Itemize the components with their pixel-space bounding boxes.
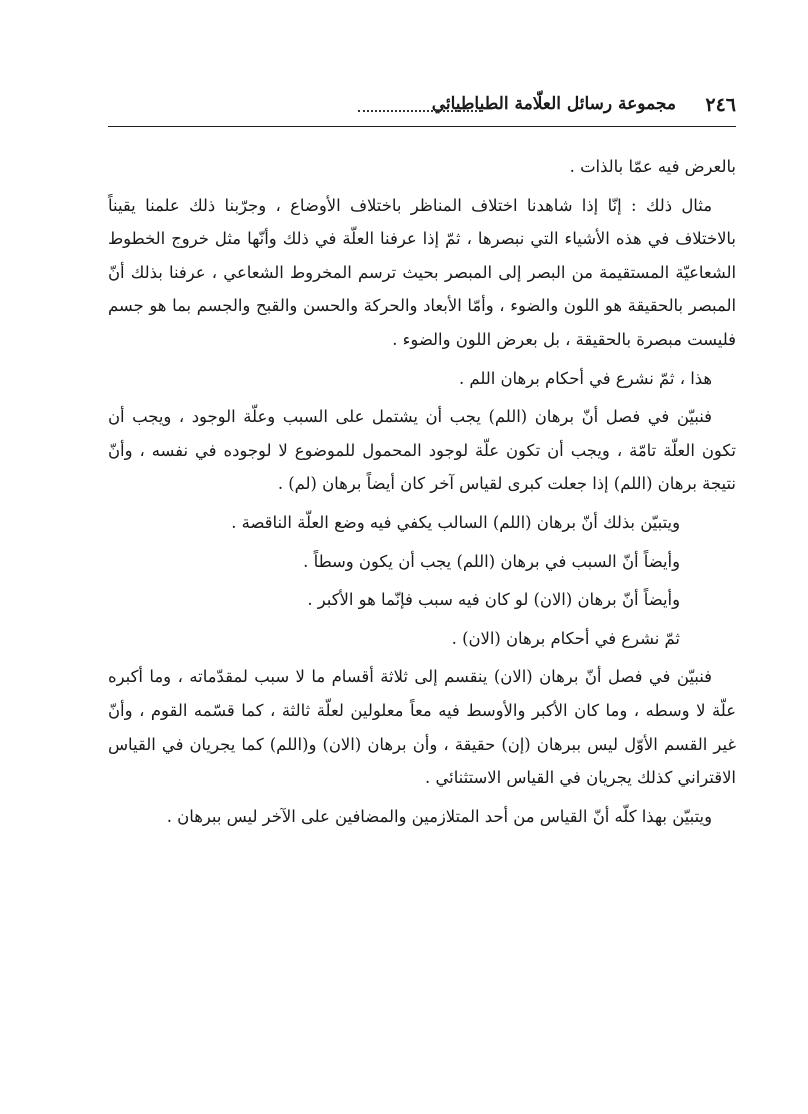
page-body [108, 150, 736, 838]
paragraph-lam-negative: ويتبيّن بذلك أنّ برهان (اللم) السالب يكفي فيه وضع العلّة الناقصة . [231, 512, 680, 532]
paragraph-continuation: بالعرض فيه عمّا بالذات . [569, 157, 736, 176]
paragraph-an-intro: ثمّ نشرع في أحكام برهان (الان) . [451, 628, 680, 648]
paragraph-lam-intro: هذا ، ثمّ نشرع في أحكام برهان اللم . [459, 368, 712, 388]
paragraph-example-vision: مثال ذلك : إنّا إذا شاهدنا اختلاف المناظر باختلاف الأوضاع ، وجرّبنا ذلك علمنا يقيناً بالاختلاف في هذه الأشياء التي نبصرها ، ثمّ إذا عرفنا العلّة في ذلك وأنّها مثل خروج الخطوط الشعاعيّة المستقيمة من البصر إلى المبصر بحيث ترسم المخروط الشعاعي ، عرفنا بذلك أنّ المبصر بالحقيقة هو اللون والضوء ، وأمّا الأبعاد والحركة والحسن والقبح والجسم بما هو جسم فليست مبصرة بالحقيقة ، بل بعرض اللون والضوء . [108, 195, 737, 349]
page-number: ٢٤٦ [705, 94, 736, 116]
paragraph-lam-middle-term: وأيضاً أنّ السبب في برهان (اللم) يجب أن يكون وسطاً . [303, 551, 680, 571]
running-header [108, 92, 736, 127]
paragraph-conclusion: ويتبيّن بهذا كلّه أنّ القياس من أحد المتلازمين والمضافين على الآخر ليس ببرهان . [166, 806, 712, 826]
running-title: مجموعة رسائل العلّامة الطباطبائي [431, 94, 676, 114]
paragraph-an-cause: وأيضاً أنّ برهان (الان) لو كان فيه سبب فإنّما هو الأكبر . [307, 590, 680, 610]
dotted-leader [358, 110, 481, 112]
paragraph-lam-conditions: فنبيّن في فصل أنّ برهان (اللم) يجب أن يشتمل على السبب وعلّة الوجود ، ويجب أن تكون العلّة تامّة ، ويجب أن تكون علّة لوجود المحمول للموضوع لا لوجوده في نفسه ، وأنّ نتيجة برهان (اللم) إذا جعلت كبرى لقياس آخر كان أيضاً برهان (لم) . [108, 407, 736, 494]
paragraph-an-divisions: فنبيّن في فصل أنّ برهان (الان) ينقسم إلى ثلاثة أقسام ما لا سبب لمقدّماته ، وما أكبره علّة لا وسطه ، وما كان الأكبر والأوسط فيه معاً معلولين لعلّة ثالثة ، كما قسّمه القوم ، وأنّ غير القسم الأوّل ليس ببرهان (إن) حقيقة ، وأن برهان (الان) و(اللم) كما يجريان في القياس الاقتراني كذلك يجريان في القياس الاستثنائي . [108, 667, 736, 788]
